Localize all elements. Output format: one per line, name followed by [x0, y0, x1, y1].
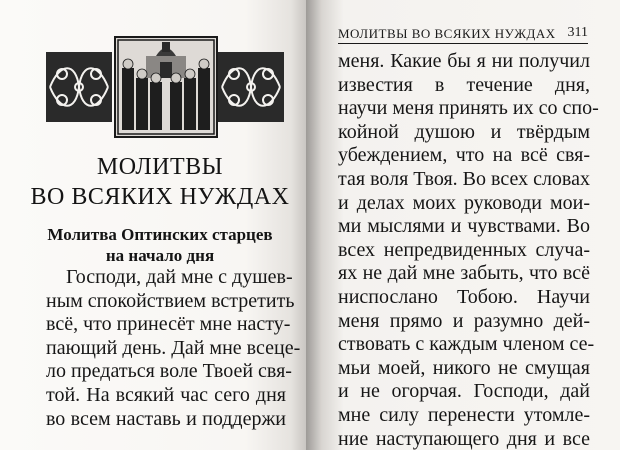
- text-line: всех непредвиденных случа-: [338, 238, 590, 261]
- text-line: тая воля Твоя. Во всех словах: [338, 167, 590, 190]
- text-line: той. На всякий час сего дня: [46, 383, 286, 406]
- prayer-title-line-2: на начало дня: [105, 246, 215, 265]
- text-line: ниспослано Тобою. Научи: [338, 285, 590, 308]
- text-line: пающий день. Дай мне всеце-: [46, 336, 301, 359]
- text-line: всё, что принесёт мне насту-: [46, 313, 291, 336]
- text-line: во всем наставь и поддержи: [46, 407, 286, 430]
- section-title-line-1: МОЛИТВЫ: [96, 154, 224, 180]
- text-line: ние наступающего дня и все: [338, 427, 590, 450]
- running-head-title: МОЛИТВЫ ВО ВСЯКИХ НУЖДАХ: [338, 26, 556, 41]
- text-line: ло предаться воле Твоей свя-: [46, 360, 292, 383]
- text-line: ях не дай мне забыть, что всё: [338, 262, 590, 285]
- section-title-line-2: ВО ВСЯКИХ НУЖДАХ: [30, 184, 290, 210]
- header-illustration-band: [46, 36, 286, 138]
- text-line: мне силу перенести утомле-: [338, 403, 590, 426]
- text-line: убеждением, что на всё свя-: [338, 144, 590, 167]
- text-line: известия в течение дня,: [338, 73, 590, 96]
- text-line: Господи, дай мне с душев-: [66, 266, 293, 288]
- page-number: 311: [567, 25, 588, 40]
- text-line: научи меня принять их со спо-: [338, 97, 599, 120]
- left-page: [0, 0, 306, 450]
- text-line: меня. Какие бы я ни получил: [338, 50, 590, 72]
- text-line: меня прямо и разумно дей-: [338, 309, 590, 332]
- text-line: ным спокойствием встретить: [46, 289, 295, 312]
- text-line: и не огорчая. Господи, дай: [338, 380, 590, 403]
- saints-icon-illustration: [114, 36, 218, 138]
- floral-ornament-icon: [218, 52, 284, 122]
- running-head: [338, 24, 588, 44]
- prayer-title-line-1: Молитва Оптинских старцев: [47, 225, 273, 244]
- text-line: ми мыслями и чувствами. Во: [338, 215, 590, 238]
- text-line: койной душою и твёрдым: [338, 120, 590, 143]
- text-line: мьи моей, никого не смущая: [338, 356, 590, 379]
- text-line: ствовать с каждым членом се-: [338, 333, 595, 356]
- text-line: и делах моих руководи мои-: [338, 191, 590, 214]
- floral-ornament-icon: [46, 52, 112, 122]
- left-body-text: [46, 266, 301, 431]
- right-body-text: [338, 50, 599, 450]
